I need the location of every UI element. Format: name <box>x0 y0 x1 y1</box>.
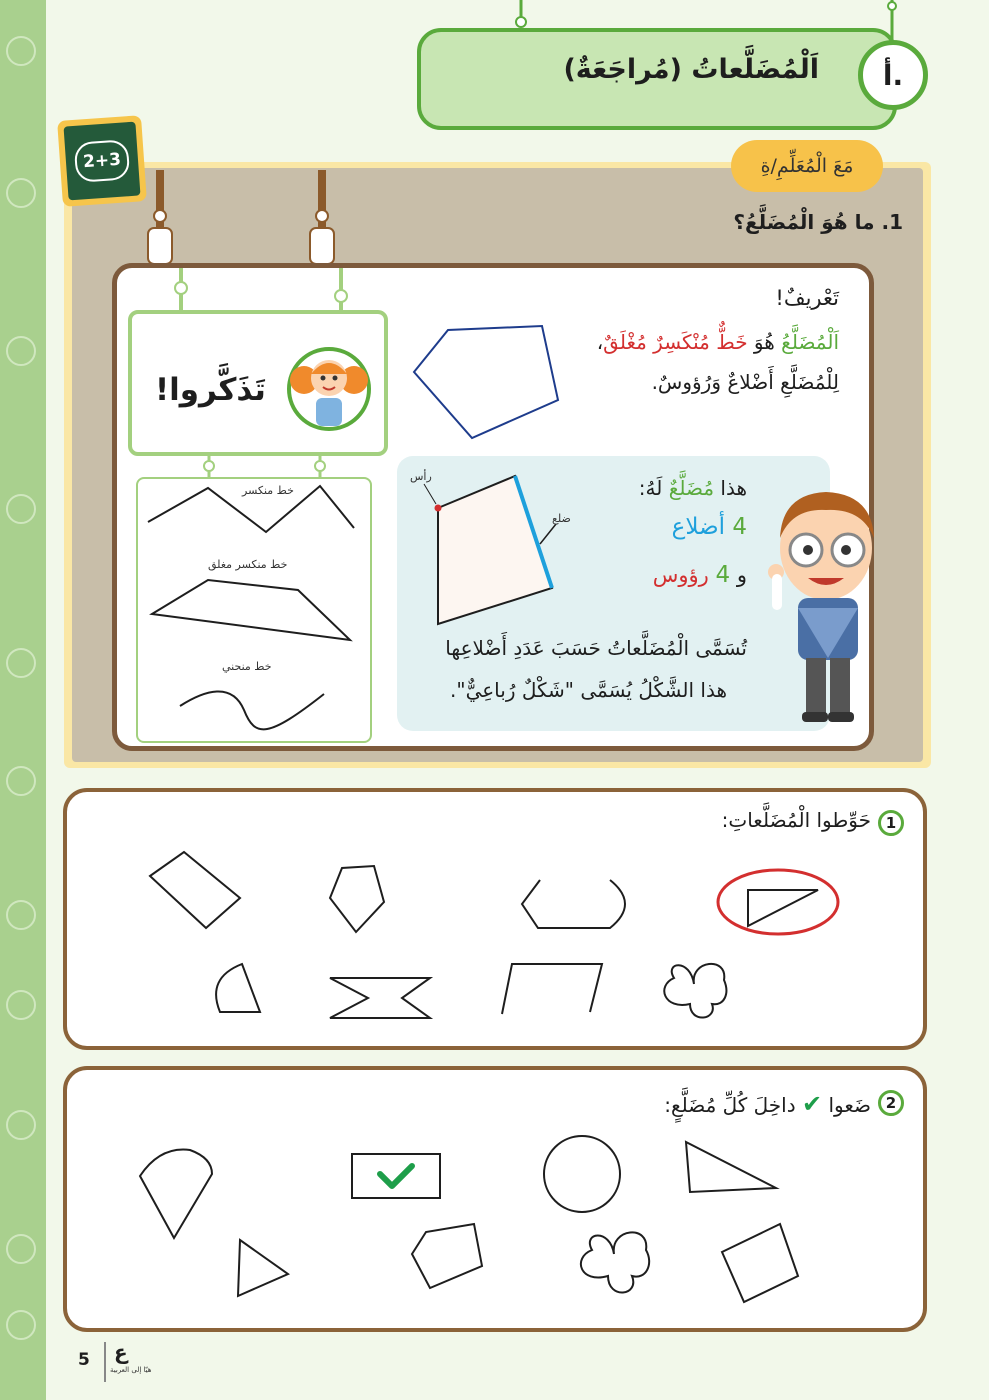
side-label: ضلع <box>552 512 571 525</box>
and-word: و <box>736 563 747 587</box>
sides-word: أضلاع <box>671 514 726 540</box>
curved-line-label: خط منحني <box>222 660 272 673</box>
polygon-word: اَلْمُضَلَّعُ <box>781 330 839 354</box>
definition-line-2: لِلْمُضَلَّعِ أَضْلاعٌ وَرُؤوسٌ. <box>651 370 839 394</box>
section-letter: أ. <box>882 58 904 92</box>
naming-line-1: تُسَمَّى الْمُضَلَّعاتُ حَسَبَ عَدَدِ أَضْلاعِها <box>445 636 747 660</box>
publisher-name: هيّا إلى العربية <box>110 1366 152 1374</box>
vertices-number: 4 <box>715 562 731 588</box>
closed-line-label: خط منكسر مغلق <box>208 558 288 571</box>
comma: ، <box>596 330 604 354</box>
shape-clover-2[interactable] <box>581 1232 649 1292</box>
shape-circle[interactable] <box>544 1136 620 1212</box>
shape-right-triangle[interactable] <box>686 1142 776 1192</box>
vertex-label: رأس <box>410 470 432 483</box>
this-word: هذا <box>714 476 747 500</box>
shape-square-rotated[interactable] <box>722 1224 798 1302</box>
publisher-logo-icon: ع <box>114 1340 128 1364</box>
shape-rectangle-checked[interactable] <box>352 1154 440 1198</box>
broken-line-label: خط منكسر <box>242 484 294 497</box>
shape-kite[interactable] <box>140 1150 212 1238</box>
shape-small-triangle[interactable] <box>238 1240 288 1296</box>
math-badge: 2+3 <box>74 139 131 183</box>
question-1: 1. ما هُوَ الْمُضَلَّعُ؟ <box>733 210 903 234</box>
inside-each-polygon: داخِلَ كُلِّ مُضَلَّعٍ: <box>664 1093 796 1117</box>
exercise-2-number: 2 <box>878 1090 904 1116</box>
with-teacher-badge: مَعَ الْمُعَلِّمِ/ةِ <box>731 140 883 192</box>
exercise-1-instruction: حَوِّطوا الْمُضَلَّعاتِ: <box>721 808 871 832</box>
footer-divider <box>104 1342 106 1382</box>
checkmark-icon: ✔ <box>802 1090 823 1118</box>
broken-closed-words: مُنْكَسِرٌ مُغْلَقٌ <box>603 330 710 354</box>
has-word: لَهُ: <box>638 476 669 500</box>
remember-text: تَذَكَّروا! <box>155 372 266 408</box>
line-word: خَطٌّ <box>716 330 748 354</box>
page-number: 5 <box>78 1350 90 1370</box>
is-word: هُوَ <box>747 330 782 354</box>
definition-heading: تَعْريفٌ! <box>775 286 839 310</box>
exercise-1-number: 1 <box>878 810 904 836</box>
sides-number: 4 <box>732 514 747 540</box>
vertices-word: رؤوس <box>652 563 709 587</box>
polygon-word: مُضَلَّعٌ <box>668 476 715 500</box>
page-title: اَلْمُضَلَّعاتُ (مُراجَعَةٌ) <box>563 54 819 85</box>
shape-hexagon[interactable] <box>412 1224 482 1288</box>
naming-line-2: هذا الشَّكْلُ يُسَمَّى "شَكْلٌ رُباعِيٌّ". <box>450 678 727 702</box>
put-word: ضَعوا <box>828 1093 871 1117</box>
